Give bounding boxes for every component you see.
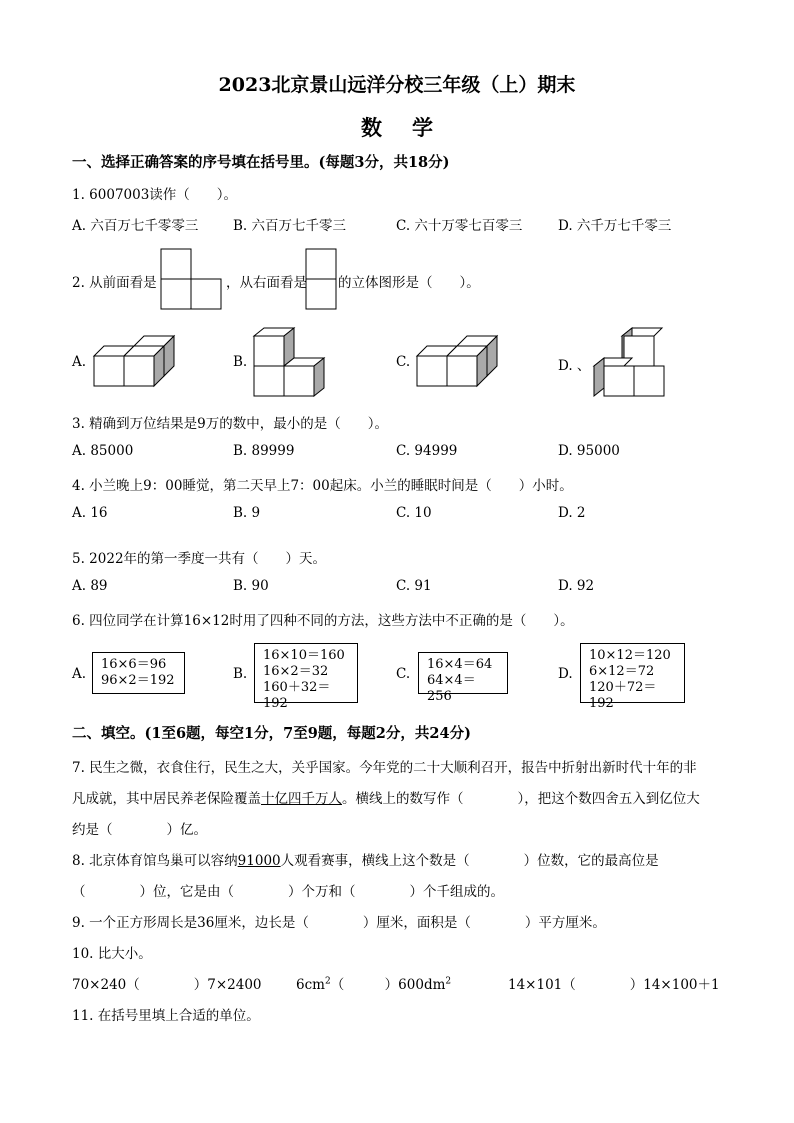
question-3: 3. 精确到万位结果是9万的数中，最小的是（ ）。 — [72, 416, 389, 432]
q5-option-b: B. 90 — [233, 578, 269, 594]
q10-c2-right: （ ）600dm — [330, 977, 446, 993]
q6-option-d-box — [580, 643, 685, 711]
q6-d-line-1: 10×12＝120 — [589, 648, 671, 663]
question-8-line-1 — [72, 849, 659, 869]
q6-a-line-1: 16×6＝96 — [101, 657, 167, 672]
q6-option-c-box — [418, 652, 508, 704]
q2-option-d-cubes — [592, 326, 666, 398]
q6-option-b-label: B. — [233, 666, 248, 682]
q7-line-2-start: 凡成就，其中居民养老保险覆盖 — [72, 791, 261, 807]
question-8-line-2: （ ）位，它是由（ ）个万和（ ）个千组成的。 — [72, 884, 504, 900]
q3-option-c: C. 94999 — [396, 443, 458, 459]
right-view-figure — [305, 248, 339, 310]
q7-line-2-end: 。横线上的数写作（ ），把这个数四舍五入到亿位大 — [342, 791, 700, 807]
q2-option-b-label: B. — [233, 354, 248, 370]
q10-compare-2 — [296, 973, 451, 993]
q4-option-a: A. 16 — [72, 505, 108, 521]
question-2-part2: ，从右面看是 — [226, 275, 307, 291]
question-1: 1. 6007003读作（ ）。 — [72, 187, 238, 203]
q2-option-c-cubes — [415, 336, 499, 388]
q2-option-d-label: D. 、 — [558, 358, 591, 374]
q6-a-line-2: 96×2＝192 — [101, 673, 175, 688]
question-7-line-2 — [72, 787, 700, 807]
q2-option-c-label: C. — [396, 354, 411, 370]
q1-option-b: B. 六百万七千零三 — [233, 218, 347, 234]
q4-option-c: C. 10 — [396, 505, 432, 521]
q10-compare-1: 70×240（ ）7×2400 — [72, 977, 262, 993]
q10-c2-left: 6cm — [296, 977, 325, 993]
q10-c2-right-exp: 2 — [445, 976, 452, 987]
q3-option-d: D. 95000 — [558, 443, 620, 459]
q2-option-a-cubes — [92, 336, 176, 388]
q4-option-d: D. 2 — [558, 505, 586, 521]
question-2-part3: 的立体图形是（ ）。 — [338, 275, 480, 291]
question-10: 10. 比大小。 — [72, 946, 152, 962]
q6-option-b-box — [254, 643, 358, 711]
section-1-heading: 一、选择正确答案的序号填在括号里。(每题3分，共18分) — [72, 154, 450, 171]
question-11: 11. 在括号里填上合适的单位。 — [72, 1008, 260, 1024]
q5-option-c: C. 91 — [396, 578, 432, 594]
q7-underlined-number: 十亿四千万人 — [261, 791, 342, 807]
q1-option-c: C. 六十万零七百零三 — [396, 218, 523, 234]
subject-title: 数学 — [361, 115, 463, 140]
q8-line-1-end: 人观看赛事，横线上这个数是（ ）位数，它的最高位是 — [280, 853, 659, 869]
q3-option-b: B. 89999 — [233, 443, 295, 459]
q6-d-line-3: 120＋72＝192 — [589, 680, 657, 711]
question-6: 6. 四位同学在计算16×12时用了四种不同的方法，这些方法中不正确的是（ ）。 — [72, 613, 574, 629]
q1-option-a: A. 六百万七千零零三 — [72, 218, 199, 234]
front-view-figure — [160, 248, 224, 310]
q4-option-b: B. 9 — [233, 505, 261, 521]
q6-option-d-label: D. — [558, 666, 573, 682]
q8-underlined-number: 91000 — [237, 853, 281, 869]
document-title: 2023北京景山远洋分校三年级（上）期末 — [218, 74, 576, 96]
q6-c-line-1: 16×4＝64 — [427, 657, 493, 672]
q6-b-line-2: 16×2＝32 — [263, 664, 329, 679]
question-5: 5. 2022年的第一季度一共有（ ）天。 — [72, 551, 327, 567]
q10-c2-left-exp: 2 — [324, 976, 331, 987]
q1-option-d: D. 六千万七千零三 — [558, 218, 672, 234]
q6-b-line-1: 16×10＝160 — [263, 648, 345, 663]
q3-option-a: A. 85000 — [72, 443, 134, 459]
q8-line-1-start: 8. 北京体育馆鸟巢可以容纳 — [72, 853, 238, 869]
section-2-heading: 二、填空。(1至6题，每空1分，7至9题，每题2分，共24分) — [72, 725, 471, 742]
q6-b-line-3: 160＋32＝192 — [263, 680, 331, 711]
question-9: 9. 一个正方形周长是36厘米，边长是（ ）厘米，面积是（ ）平方厘米。 — [72, 915, 606, 931]
q6-option-a-box — [92, 652, 185, 694]
q6-option-a-label: A. — [72, 666, 87, 682]
q6-option-c-label: C. — [396, 666, 411, 682]
q5-option-a: A. 89 — [72, 578, 108, 594]
q2-option-b-cubes — [252, 326, 328, 398]
q2-option-a-label: A. — [72, 354, 87, 370]
q6-d-line-2: 6×12＝72 — [589, 664, 655, 679]
question-2-part1: 2. 从前面看是 — [72, 275, 157, 291]
q10-compare-3: 14×101（ ）14×100＋1 — [508, 977, 720, 993]
q6-c-line-2: 64×4＝256 — [427, 673, 476, 704]
question-7-line-1: 7. 民生之微，衣食住行，民生之大，关乎国家。今年党的二十大顺利召开，报告中折射出新时代十年的非 — [72, 760, 697, 776]
question-4: 4. 小兰晚上9：00睡觉，第二天早上7：00起床。小兰的睡眠时间是（ ）小时。 — [72, 478, 573, 494]
question-7-line-3: 约是（ ）亿。 — [72, 822, 207, 838]
q5-option-d: D. 92 — [558, 578, 595, 594]
